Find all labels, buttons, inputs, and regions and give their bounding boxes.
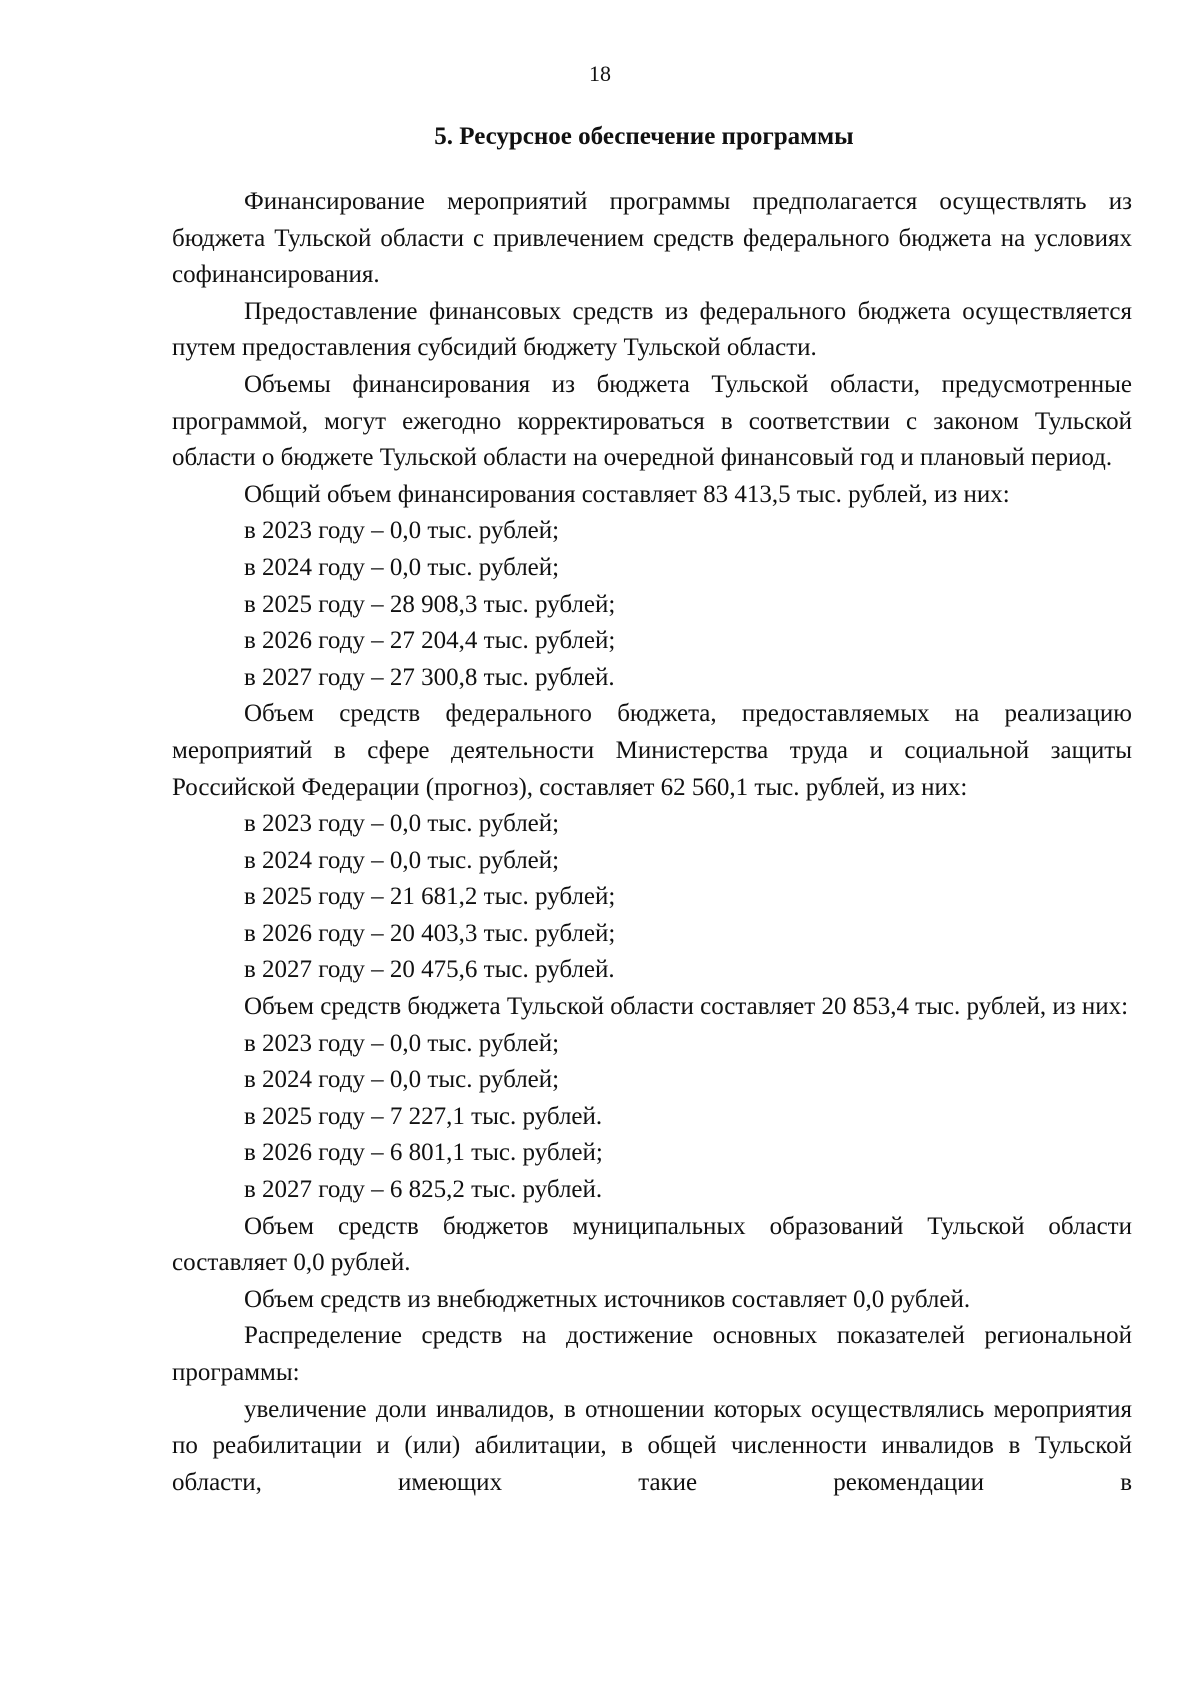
paragraph-extrabudgetary-volume: Объем средств из внебюджетных источников составляет 0,0 рублей.	[244, 1285, 971, 1313]
paragraph-regional-volume: Объем средств бюджета Тульской области составляет 20 853,4 тыс. рублей, из них:	[244, 993, 1129, 1021]
document-body	[172, 184, 1132, 1501]
list-item: в 2025 году – 28 908,3 тыс. рублей;	[244, 590, 616, 618]
paragraph-distribution: Распределение средств на достижение основных показателей региональной программы:	[172, 1322, 1132, 1386]
list-item: в 2023 году – 0,0 тыс. рублей;	[244, 517, 560, 545]
list-item: в 2027 году – 20 475,6 тыс. рублей.	[244, 956, 615, 984]
list-item: в 2024 году – 0,0 тыс. рублей;	[244, 846, 560, 874]
total-by-year-list	[172, 513, 1132, 696]
list-item: в 2026 году – 27 204,4 тыс. рублей;	[244, 627, 616, 655]
list-item: в 2024 году – 0,0 тыс. рублей;	[244, 553, 560, 581]
paragraph-federal-subsidies: Предоставление финансовых средств из федерального бюджета осуществляется путем предоставления субсидий бюджету Тульской области.	[172, 297, 1132, 362]
list-item: в 2027 году – 27 300,8 тыс. рублей.	[244, 663, 615, 691]
paragraph-federal-volume: Объем средств федерального бюджета, предоставляемых на реализацию мероприятий в сфере деятельности Министерства труда и социальной защиты Российской Федерации (прогноз), составляет 62 560,1 тыс. рублей, из них:	[172, 700, 1132, 801]
list-item: в 2026 году – 20 403,3 тыс. рублей;	[244, 919, 616, 947]
paragraph-municipal-volume: Объем средств бюджетов муниципальных образований Тульской области составляет 0,0 рублей.	[172, 1212, 1132, 1277]
page-number: 18	[589, 61, 611, 86]
list-item: в 2027 году – 6 825,2 тыс. рублей.	[244, 1176, 603, 1204]
paragraph-annual-adjustment: Объемы финансирования из бюджета Тульской области, предусмотренные программой, могут ежегодно корректироваться в соответствии с законом Тульской области о бюджете Тульской области на очередной финансовый год и плановый период.	[172, 370, 1132, 472]
regional-by-year-list	[172, 1026, 1132, 1209]
list-item: в 2025 году – 21 681,2 тыс. рублей;	[244, 883, 616, 911]
list-item: в 2023 году – 0,0 тыс. рублей;	[244, 810, 560, 838]
list-item: в 2023 году – 0,0 тыс. рублей;	[244, 1029, 560, 1057]
paragraph-financing-source: Финансирование мероприятий программы предполагается осуществлять из бюджета Тульской области с привлечением средств федерального бюджета на условиях софинансирования.	[172, 188, 1132, 289]
paragraph-disabled-share: увеличение доли инвалидов, в отношении которых осуществлялись мероприятия по реабилитации и (или) абилитации, в общей численности инвалидов в Тульской области, имеющих такие рекомендации в	[172, 1395, 1132, 1496]
list-item: в 2025 году – 7 227,1 тыс. рублей.	[244, 1102, 603, 1130]
list-item: в 2024 году – 0,0 тыс. рублей;	[244, 1066, 560, 1094]
section-title: 5. Ресурсное обеспечение программы	[434, 123, 854, 150]
federal-by-year-list	[172, 806, 1132, 989]
paragraph-total-volume: Общий объем финансирования составляет 83 413,5 тыс. рублей, из них:	[244, 480, 1010, 508]
list-item: в 2026 году – 6 801,1 тыс. рублей;	[244, 1139, 603, 1167]
